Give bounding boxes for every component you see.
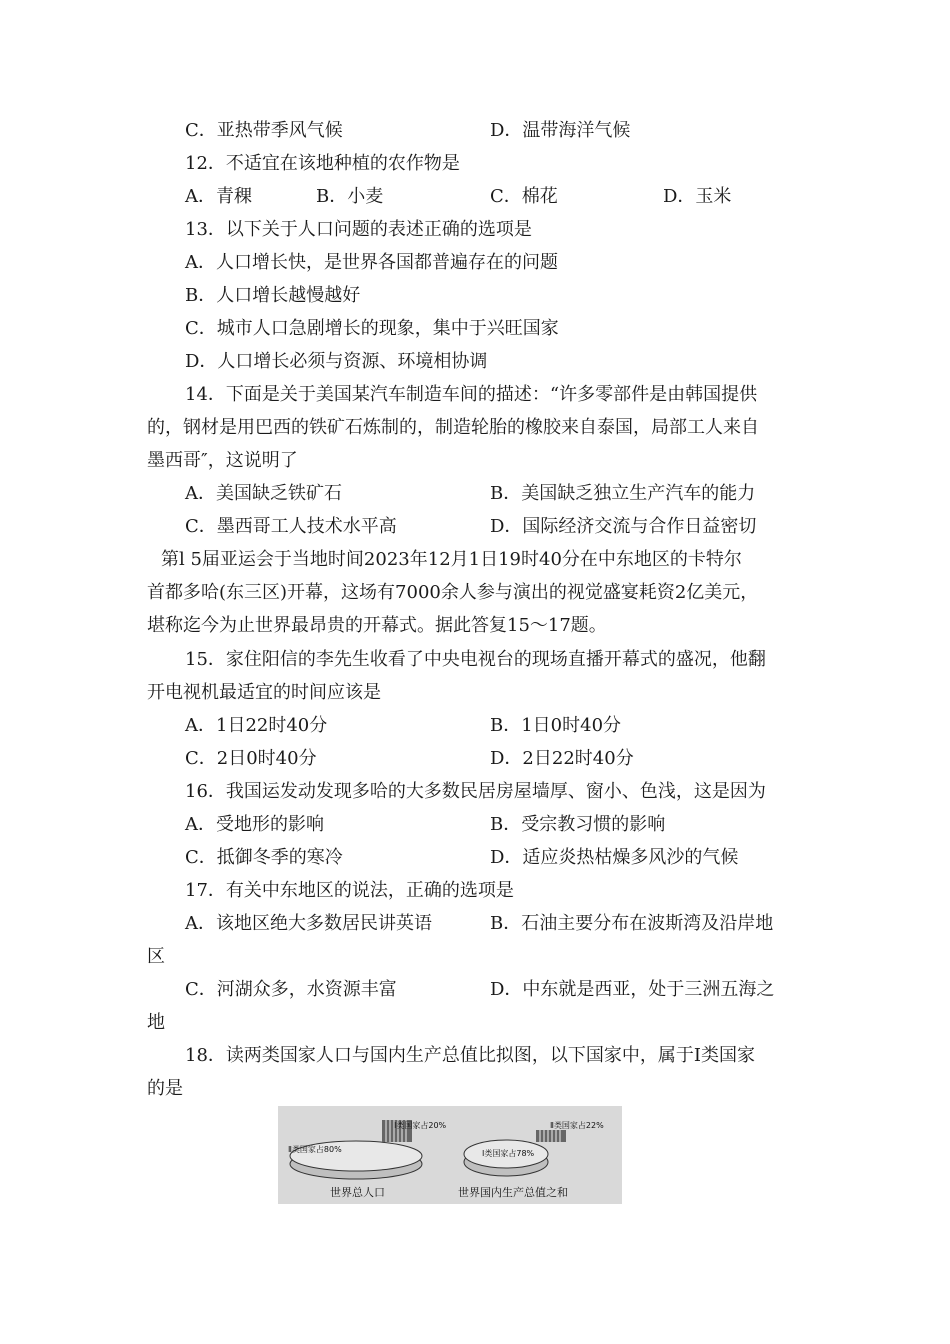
q12-option-b: B．小麦: [316, 186, 384, 207]
q14-option-a: A．美国缺乏铁矿石: [185, 483, 342, 504]
right-chart-caption: 世界国内生产总值之和: [458, 1186, 568, 1199]
q12-option-a: A．青稞: [185, 186, 252, 207]
q17-stem: 17．有关中东地区的说法，正确的选项是: [185, 880, 514, 901]
figure-svg: [278, 1106, 622, 1204]
left-major-label: Ⅱ类国家占80%: [288, 1145, 342, 1154]
q17-option-c: C．河湖众多，水资源丰富: [185, 979, 397, 1000]
q16-stem: 16．我国运发动发现多哈的大多数民居房屋墙厚、窗小、色浅，这是因为: [185, 781, 766, 802]
q11-option-d: D．温带海洋气候: [490, 120, 631, 141]
q17-option-d-wrap: 地: [147, 1012, 165, 1033]
q13-option-b: B．人口增长越慢越好: [185, 285, 361, 306]
q17-option-a: A．该地区绝大多数居民讲英语: [185, 913, 432, 934]
q13-stem: 13．以下关于人口问题的表述正确的选项是: [185, 219, 532, 240]
q14-option-d: D．国际经济交流与合作日益密切: [490, 516, 757, 537]
q16-option-c: C．抵御冬季的寒冷: [185, 847, 343, 868]
q15-option-b: B．1日0时40分: [490, 715, 622, 736]
right-minor-label: Ⅱ类国家占22%: [550, 1121, 604, 1130]
q15-option-a: A．1日22时40分: [185, 715, 328, 736]
passage-line3: 堪称迄今为止世界最昂贵的开幕式。据此答复15～17题。: [147, 615, 607, 636]
q15-stem-line2: 开电视机最适宜的时间应该是: [147, 682, 381, 703]
q11-option-c: C．亚热带季风气候: [185, 120, 343, 141]
q15-option-d: D．2日22时40分: [490, 748, 634, 769]
passage-line2: 首都多哈(东三区)开幕，这场有7000余人参与演出的视觉盛宴耗资2亿美元，: [147, 582, 759, 603]
q14-stem-line1: 14．下面是关于美国某汽车制造车间的描述：“许多零部件是由韩国提供: [185, 384, 758, 405]
q18-stem-line2: 的是: [147, 1078, 183, 1099]
q13-option-a: A．人口增长快，是世界各国都普遍存在的问题: [185, 252, 558, 273]
left-chart-caption: 世界总人口: [330, 1186, 385, 1199]
left-minor-label: Ⅰ类国家占20%: [394, 1121, 447, 1130]
q13-option-d: D．人口增长必须与资源、环境相协调: [185, 351, 488, 372]
passage-line1: 第l 5届亚运会于当地时间2023年12月1日19时40分在中东地区的卡特尔: [161, 549, 742, 570]
q18-stem-line1: 18．读两类国家人口与国内生产总值比拟图，以下国家中，属于Ⅰ类国家: [185, 1045, 756, 1066]
q17-option-d: D．中东就是西亚，处于三洲五海之: [490, 979, 775, 1000]
q14-option-b: B．美国缺乏独立生产汽车的能力: [490, 483, 756, 504]
q15-option-c: C．2日0时40分: [185, 748, 317, 769]
q16-option-d: D．适应炎热枯燥多风沙的气候: [490, 847, 739, 868]
q12-option-d: D．玉米: [663, 186, 732, 207]
q16-option-b: B．受宗教习惯的影响: [490, 814, 666, 835]
q17-option-b: B．石油主要分布在波斯湾及沿岸地: [490, 913, 774, 934]
q17-option-b-wrap: 区: [147, 946, 165, 967]
q12-option-c: C．棉花: [490, 186, 558, 207]
q16-option-a: A．受地形的影响: [185, 814, 324, 835]
q15-stem-line1: 15．家住阳信的李先生收看了中央电视台的现场直播开幕式的盛况，他翻: [185, 649, 766, 670]
q14-stem-line2: 的，钢材是用巴西的铁矿石炼制的，制造轮胎的橡胶来自泰国，局部工人来自: [147, 417, 759, 438]
q13-option-c: C．城市人口急剧增长的现象，集中于兴旺国家: [185, 318, 559, 339]
q14-stem-line3: 墨西哥″，这说明了: [147, 450, 298, 471]
q14-option-c: C．墨西哥工人技术水平高: [185, 516, 397, 537]
population-gdp-figure: [278, 1106, 622, 1204]
q12-stem: 12．不适宜在该地种植的农作物是: [185, 153, 460, 174]
right-major-label: Ⅰ类国家占78%: [482, 1149, 535, 1158]
